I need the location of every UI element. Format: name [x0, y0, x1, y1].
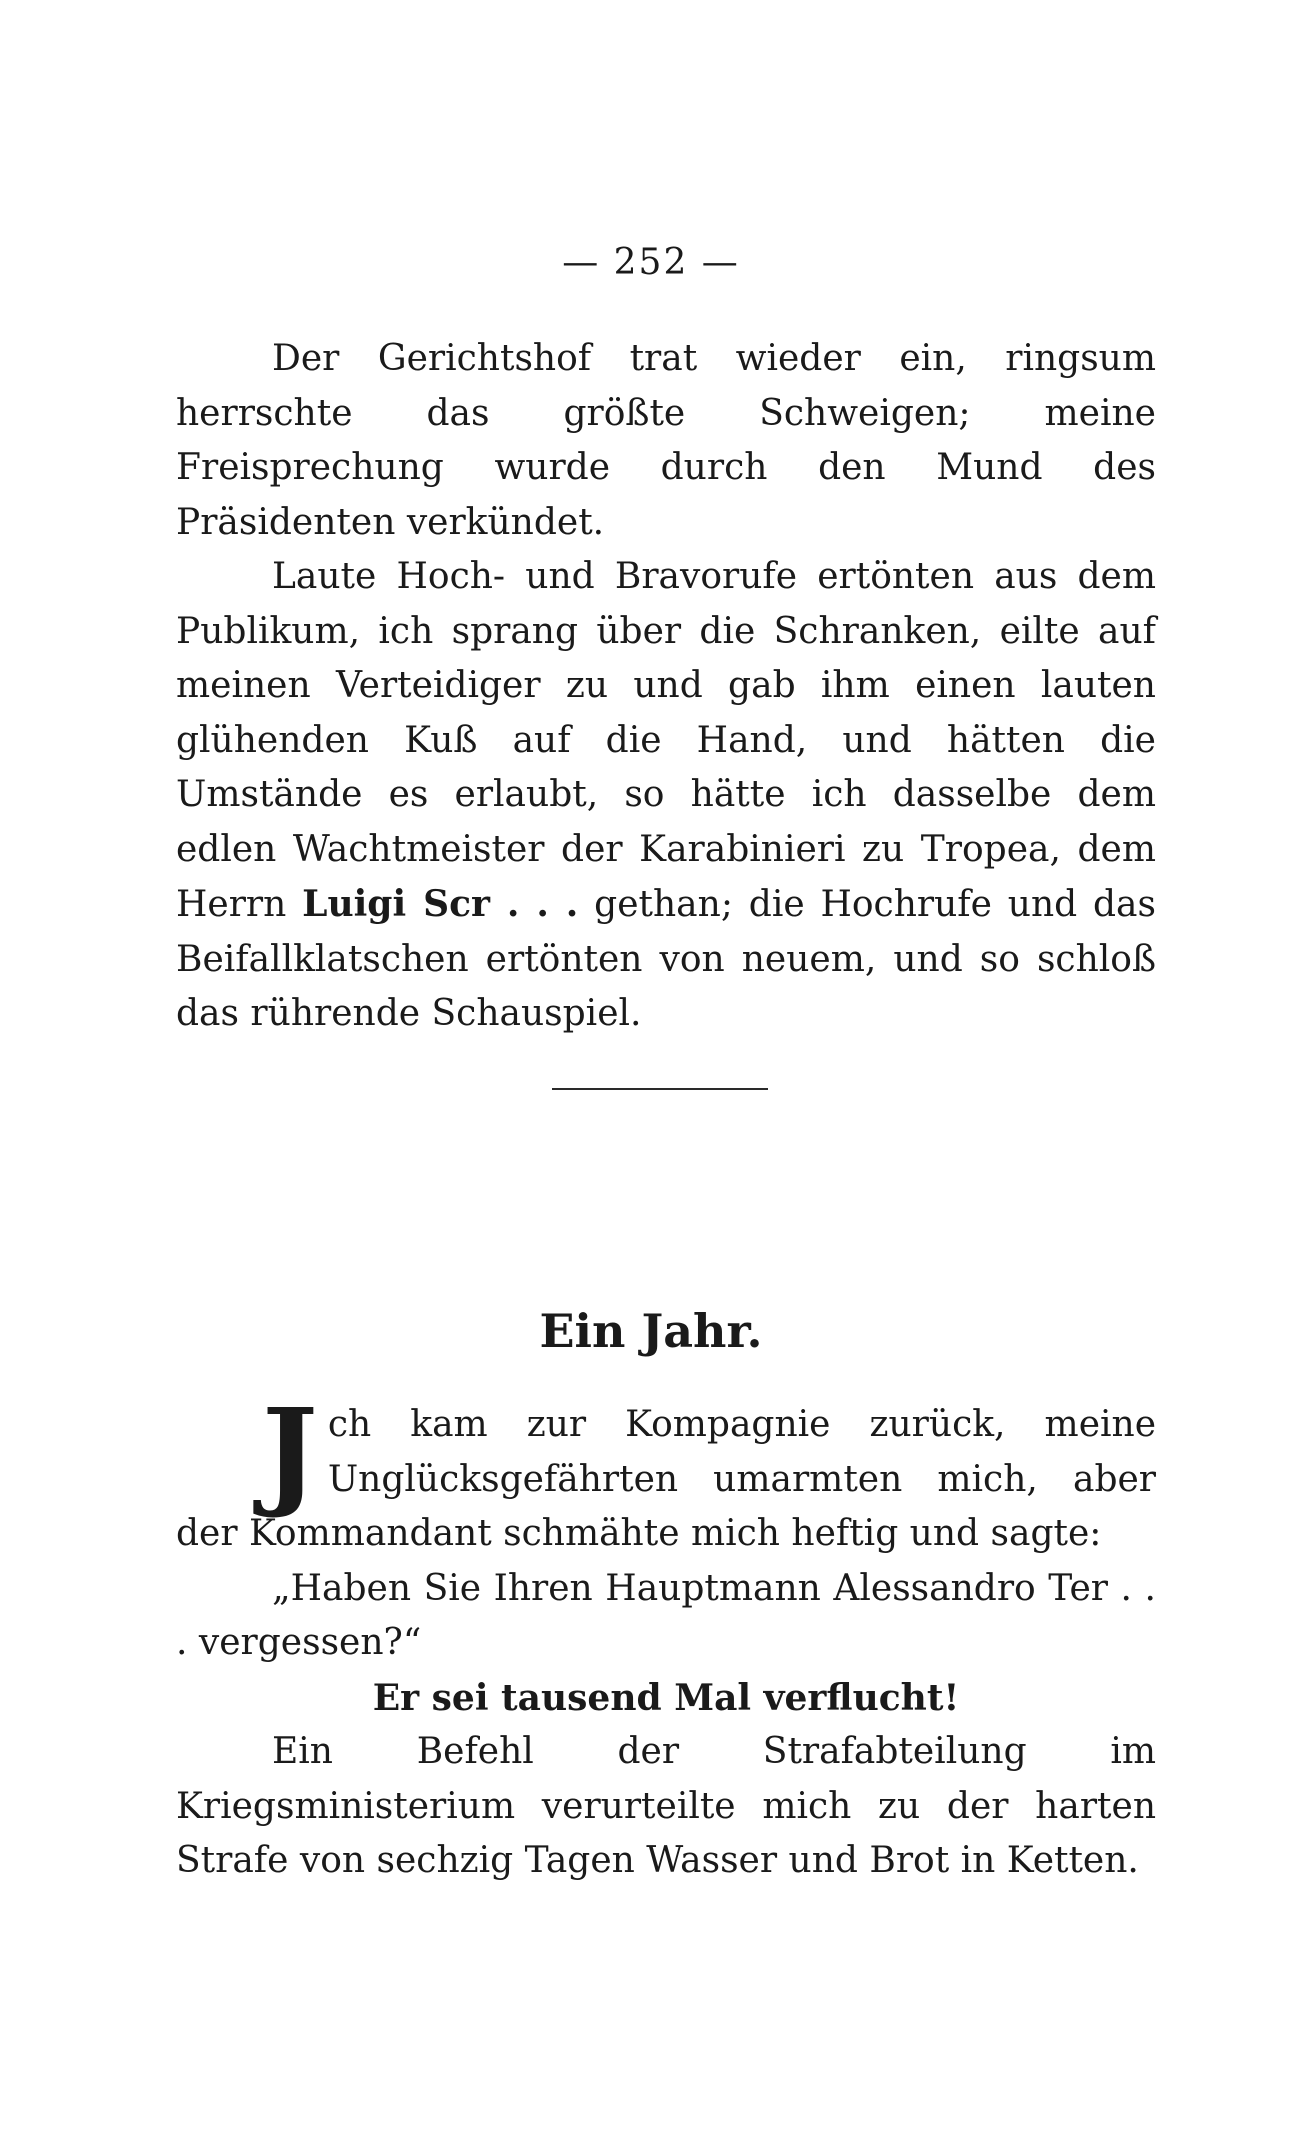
paragraph-celebration-end: gethan; die Hochrufe und das Beifallklatschen ertönten von neuem, und so schloß das rührende Schauspiel.: [176, 884, 1156, 1034]
paragraph-sentence: Ein Befehl der Strafabteilung im Kriegsministerium verurteilte mich zu der harten Strafe von sechzig Tagen Wasser und Brot in Ketten.: [176, 1731, 1156, 1881]
section-1-text: [176, 332, 1156, 1042]
curse-line: Er sei tausend Mal verflucht!: [372, 1676, 960, 1719]
name-emphasis: Luigi Scr . . .: [302, 883, 579, 925]
quote-line: „Haben Sie Ihren Hauptmann Alessandro Ter . . . vergessen?“: [176, 1567, 1156, 1663]
paragraph-return: [176, 1382, 1156, 1562]
page-number: — 252 —: [562, 242, 740, 283]
paragraph-verdict: Der Gerichtshof trat wieder ein, ringsum herrschte das größte Schweigen; meine Freisprechung wurde durch den Mund des Präsidenten verkündet.: [176, 338, 1156, 543]
chapter-heading: Ein Jahr.: [539, 1304, 763, 1358]
paragraph-return-text: ch kam zur Kompagnie zurück, meine Unglücksgefährten umarmten mich, aber der Kommandant schmähte mich heftig und sagte:: [176, 1404, 1156, 1554]
section-divider: [552, 1088, 768, 1090]
paragraph-celebration-start: Laute Hoch- und Bravorufe ertönten aus dem Publikum, ich sprang über die Schranken, eilte auf meinen Verteidiger zu und gab ihm einen lauten glühenden Kuß auf die Hand, und hätten die Umstände es erlaubt, so hätte ich dasselbe dem edlen Wachtmeister der Karabinieri zu Tropea, dem Herrn: [176, 556, 1156, 925]
section-2-text: [176, 1382, 1156, 1889]
drop-cap: J: [262, 1382, 318, 1521]
paragraph-celebration: [176, 550, 1156, 1042]
